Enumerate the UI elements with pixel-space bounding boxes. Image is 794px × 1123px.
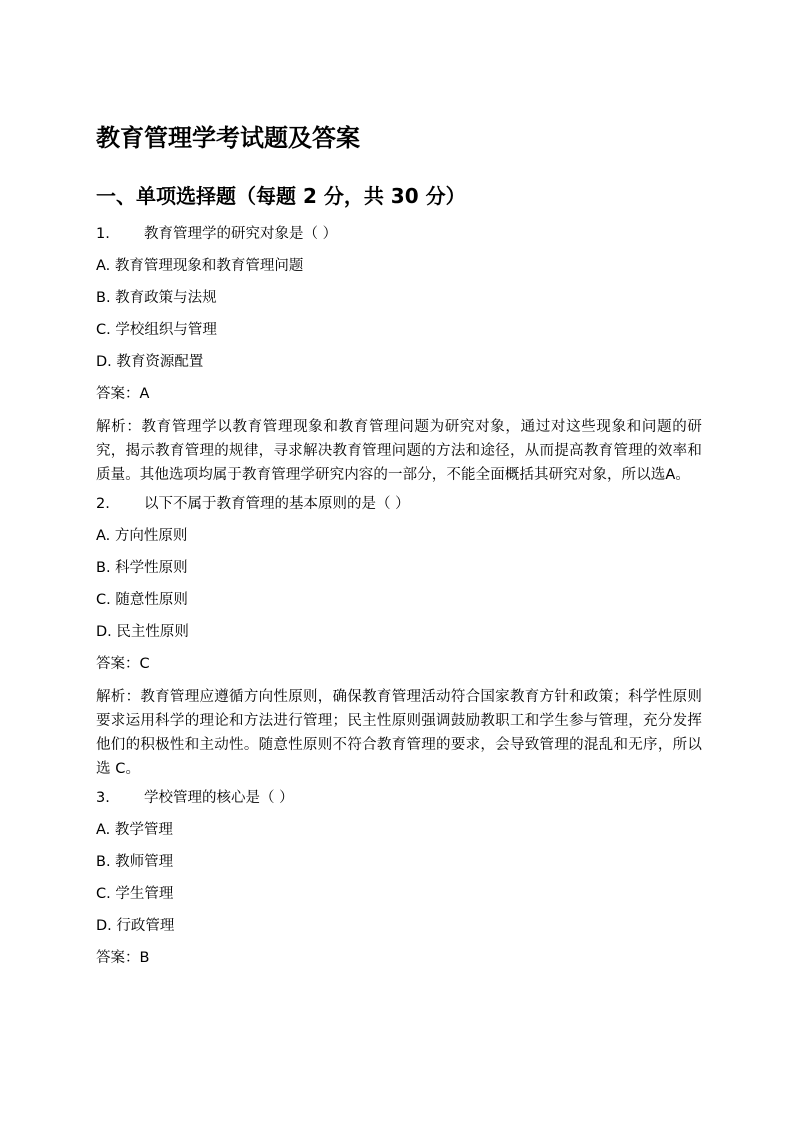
question-number: 3. xyxy=(96,790,110,806)
question-number: 2. xyxy=(96,496,110,512)
option-c: C. 随意性原则 xyxy=(96,592,188,608)
section-title: 一、单项选择题（每题 2 分，共 30 分） xyxy=(96,184,466,208)
document-title: 教育管理学考试题及答案 xyxy=(96,124,360,152)
question-3 xyxy=(96,787,702,979)
answer: 答案：C xyxy=(96,656,150,672)
question-number: 1. xyxy=(96,226,110,242)
question-text: 学校管理的核心是（ ） xyxy=(144,790,294,806)
option-b: B. 科学性原则 xyxy=(96,560,188,576)
question-stem xyxy=(96,223,702,255)
question-stem xyxy=(96,493,702,525)
option-a: A. 方向性原则 xyxy=(96,528,188,544)
question-1 xyxy=(96,223,702,487)
option-c: C. 学生管理 xyxy=(96,886,174,902)
option-a: A. 教育管理现象和教育管理问题 xyxy=(96,258,304,274)
analysis: 解析：教育管理应遵循方向性原则，确保教育管理活动符合国家教育方针和政策；科学性原则要求运用科学的理论和方法进行管理；民主性原则强调鼓励教职工和学生参与管理，充分发挥他们的积极性和主动性。随意性原则不符合教育管理的要求，会导致管理的混乱和无序，所以选 C。 xyxy=(96,689,702,777)
option-b: B. 教师管理 xyxy=(96,854,174,870)
answer: 答案：B xyxy=(96,950,150,966)
option-b: B. 教育政策与法规 xyxy=(96,290,217,306)
option-d: D. 民主性原则 xyxy=(96,624,189,640)
option-d: D. 行政管理 xyxy=(96,918,175,934)
option-c: C. 学校组织与管理 xyxy=(96,322,217,338)
question-text: 以下不属于教育管理的基本原则的是（ ） xyxy=(144,496,410,512)
answer: 答案：A xyxy=(96,386,150,402)
question-stem xyxy=(96,787,702,819)
option-a: A. 教学管理 xyxy=(96,822,173,838)
option-d: D. 教育资源配置 xyxy=(96,354,204,370)
question-text: 教育管理学的研究对象是（ ） xyxy=(144,226,338,242)
analysis: 解析：教育管理学以教育管理现象和教育管理问题为研究对象，通过对这些现象和问题的研究，揭示教育管理的规律，寻求解决教育管理问题的方法和途径，从而提高教育管理的效率和质量。其他选项均属于教育管理学研究内容的一部分，不能全面概括其研究对象，所以选A。 xyxy=(96,419,702,483)
question-2 xyxy=(96,493,702,781)
